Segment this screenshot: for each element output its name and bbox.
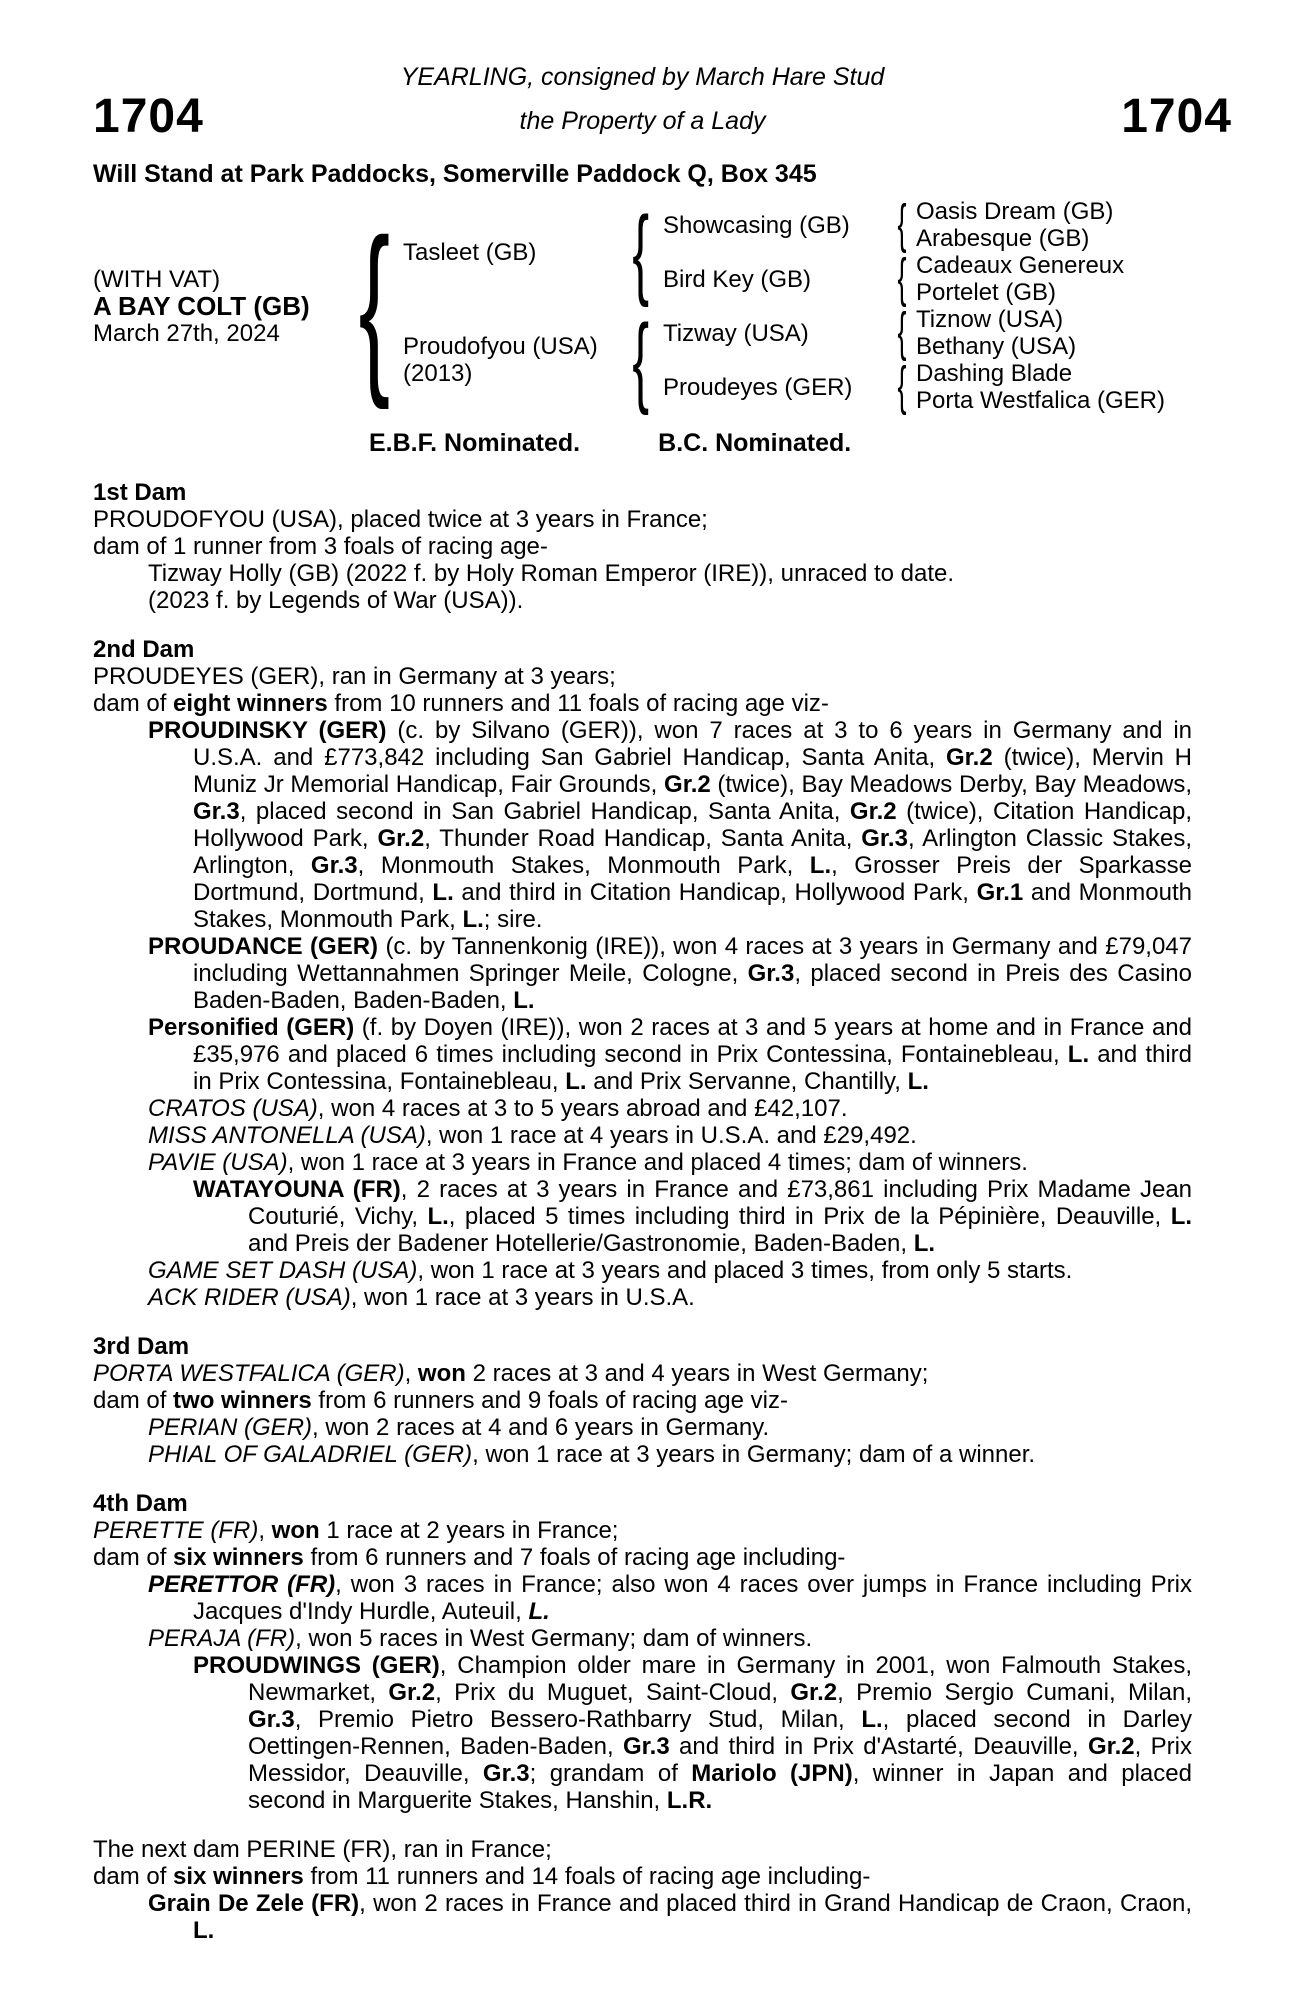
pedigree-paragraph bbox=[93, 1890, 1192, 1944]
text-segment: Gr.3 bbox=[193, 798, 240, 825]
text-segment: and third in Citation Handicap, Hollywood Park, bbox=[453, 879, 977, 906]
text-segment: , won 5 races in West Germany; dam of winners. bbox=[295, 1625, 813, 1652]
text-segment: , won 1 race at 3 years in U.S.A. bbox=[350, 1284, 695, 1311]
dam-name: Proudofyou (USA) bbox=[403, 333, 598, 360]
pedigree-paragraph bbox=[93, 1571, 1192, 1625]
pedigree-paragraph bbox=[93, 1517, 1192, 1544]
pedigree-paragraph bbox=[93, 690, 1192, 717]
ebf-nomination: E.B.F. Nominated. bbox=[369, 429, 581, 457]
dam-branch bbox=[403, 302, 1165, 417]
text-segment: dam of bbox=[93, 1387, 174, 1414]
text-segment: dam of 1 runner from 3 foals of racing age- bbox=[93, 533, 548, 560]
bc-nomination: B.C. Nominated. bbox=[658, 429, 852, 457]
pedigree-paragraph bbox=[93, 663, 1192, 690]
text-segment: Gr.2 bbox=[664, 771, 711, 798]
great-grandsire-name: Dashing Blade bbox=[916, 360, 1073, 387]
text-segment: , Prix Messidor, Deauville, bbox=[248, 1733, 1192, 1787]
text-segment: won bbox=[417, 1360, 466, 1387]
pedigree-brace-icon bbox=[888, 356, 916, 417]
text-segment: Gr.2 bbox=[946, 744, 993, 771]
brace-glyph: { bbox=[358, 200, 390, 411]
text-segment: , Premio Pietro Bessero-Rathbarry Stud, Milan, bbox=[294, 1706, 862, 1733]
text-segment: WATAYOUNA (FR) bbox=[193, 1176, 401, 1203]
text-segment: dam of bbox=[93, 1544, 174, 1571]
text-segment: six winners bbox=[173, 1544, 304, 1571]
text-segment: and third in Prix d'Astarté, Deauville, bbox=[669, 1733, 1088, 1760]
pedigree-paragraph bbox=[93, 587, 1192, 614]
lot-number-left: 1704 bbox=[93, 90, 204, 143]
text-segment: and third in Prix Contessina, Fontainebleau, bbox=[193, 1041, 1193, 1095]
sire-name: Tasleet (GB) bbox=[403, 238, 537, 266]
text-segment: 2 races at 3 and 4 years in West Germany; bbox=[465, 1360, 929, 1387]
text-segment: Personified (GER) bbox=[148, 1014, 355, 1041]
text-segment: Gr.2 bbox=[849, 798, 897, 825]
text-segment: , won 4 races at 3 to 5 years abroad and £42,107. bbox=[317, 1095, 848, 1122]
pedigree-brace-icon bbox=[618, 303, 663, 416]
pedigree-paragraph bbox=[93, 560, 1192, 587]
text-segment: (f. by Doyen (IRE)), won 2 races at 3 and 5 years at home and in France and £35,976 and placed 6 times including second in Prix Contessina, Fontainebleau, bbox=[193, 1014, 1192, 1068]
pedigree-paragraph bbox=[93, 1544, 1192, 1571]
text-segment: (twice), Bay Meadows Derby, Bay Meadows, bbox=[710, 771, 1192, 798]
great-granddam-name: Arabesque (GB) bbox=[916, 225, 1090, 252]
text-segment: , 2 races at 3 years in France and £73,861 including Prix Madame Jean Couturié, Vichy, bbox=[248, 1176, 1193, 1230]
dam-cell bbox=[403, 306, 618, 414]
brace-glyph: { bbox=[897, 194, 907, 255]
text-segment: Gr.3 bbox=[747, 960, 795, 987]
text-segment: Gr.3 bbox=[861, 825, 908, 852]
pedigree-brace-icon bbox=[888, 302, 916, 363]
text-segment: MISS ANTONELLA (USA) bbox=[148, 1122, 426, 1149]
stand-location: Will Stand at Park Paddocks, Somerville Paddock Q, Box 345 bbox=[93, 160, 817, 188]
text-segment: L.R. bbox=[666, 1787, 713, 1814]
brace-glyph: { bbox=[897, 302, 907, 363]
text-segment: GAME SET DASH (USA) bbox=[148, 1257, 418, 1284]
pedigree-tree bbox=[93, 194, 1192, 417]
pedigree-paragraph bbox=[93, 1095, 1192, 1122]
text-segment: 1 race at 2 years in France; bbox=[319, 1517, 619, 1544]
pedigree-paragraph bbox=[93, 717, 1192, 933]
text-segment: dam of bbox=[93, 690, 174, 717]
text-segment: L. bbox=[432, 879, 454, 906]
sire-dam-branch bbox=[663, 248, 1125, 309]
section-heading: 4th Dam bbox=[93, 1490, 188, 1517]
text-segment: Gr.3 bbox=[310, 852, 358, 879]
pedigree-paragraph bbox=[93, 1441, 1192, 1468]
pedigree-paragraph bbox=[93, 933, 1192, 1014]
sire-dam-name: Bird Key (GB) bbox=[663, 265, 812, 293]
sire-sire-name: Showcasing (GB) bbox=[663, 211, 850, 239]
text-segment: , Prix du Muguet, Saint-Cloud, bbox=[435, 1679, 791, 1706]
text-segment: , won 1 race at 3 years and placed 3 times, from only 5 starts. bbox=[417, 1257, 1073, 1284]
text-segment: , Champion older mare in Germany in 2001, won Falmouth Stakes, Newmarket, bbox=[248, 1652, 1192, 1706]
sire-cell bbox=[403, 198, 618, 306]
text-segment: PROUDANCE (GER) bbox=[148, 933, 379, 960]
text-segment: , Arlington Classic Stakes, Arlington, bbox=[193, 825, 1193, 879]
text-segment: , won 1 race at 3 years in France and placed 4 times; dam of winners. bbox=[287, 1149, 1028, 1176]
text-segment: Gr.3 bbox=[482, 1760, 530, 1787]
pedigree-paragraph bbox=[93, 1176, 1192, 1257]
pedigree-paragraph bbox=[93, 1625, 1192, 1652]
text-segment: Gr.2 bbox=[377, 825, 425, 852]
brace-glyph: { bbox=[632, 195, 649, 308]
text-segment: L. bbox=[565, 1068, 587, 1095]
dam-dam-name: Proudeyes (GER) bbox=[663, 373, 853, 401]
text-segment: , placed second in Preis des Casino Baden-Baden, Baden-Baden, bbox=[193, 960, 1192, 1014]
pedigree-paragraph bbox=[93, 1122, 1192, 1149]
text-segment: PROUDOFYOU (USA), placed twice at 3 years in France; bbox=[93, 506, 708, 533]
text-segment: and Prix Servanne, Chantilly, bbox=[586, 1068, 908, 1095]
text-segment: (c. by Silvano (GER)), won 7 races at 3 to 6 years in Germany and in U.S.A. and £773,842 including San Gabriel Handicap, Santa Anita, bbox=[193, 717, 1193, 771]
pedigree-paragraph bbox=[93, 1414, 1192, 1441]
text-segment: Gr.1 bbox=[976, 879, 1024, 906]
parents-column bbox=[403, 194, 1165, 417]
pedigree-paragraph bbox=[93, 1863, 1192, 1890]
text-segment: from 6 runners and 9 foals of racing age viz- bbox=[311, 1387, 788, 1414]
text-segment: L. bbox=[513, 987, 535, 1014]
pedigree-paragraph bbox=[93, 533, 1192, 560]
brace-glyph: { bbox=[632, 303, 649, 416]
text-segment: CRATOS (USA) bbox=[148, 1095, 318, 1122]
text-segment: PHIAL OF GALADRIEL (GER) bbox=[148, 1441, 473, 1468]
text-segment: PERIAN (GER) bbox=[148, 1414, 313, 1441]
text-segment: and Preis der Badener Hotellerie/Gastronomie, Baden-Baden, bbox=[248, 1230, 914, 1257]
pedigree-sections bbox=[93, 479, 1192, 1944]
nominations-row bbox=[369, 430, 1192, 457]
text-segment: L. bbox=[1170, 1203, 1193, 1230]
text-segment: Grain De Zele (FR) bbox=[148, 1890, 360, 1917]
colt-foaling-date: March 27th, 2024 bbox=[93, 319, 280, 347]
text-segment: from 11 runners and 14 foals of racing age including- bbox=[303, 1863, 871, 1890]
lot-row bbox=[93, 90, 1232, 147]
great-grandsire-name: Cadeaux Genereux bbox=[916, 252, 1125, 279]
great-grandsire-name: Tiznow (USA) bbox=[916, 306, 1064, 333]
text-segment: , bbox=[258, 1517, 272, 1544]
text-segment: L. bbox=[427, 1203, 449, 1230]
text-segment: , won 2 races in France and placed third in Grand Handicap de Craon, Craon, bbox=[359, 1890, 1192, 1917]
text-segment: , Monmouth Stakes, Monmouth Park, bbox=[357, 852, 810, 879]
text-segment: six winners bbox=[173, 1863, 304, 1890]
section-heading: 2nd Dam bbox=[93, 636, 195, 663]
text-segment: , Premio Sergio Cumani, Milan, bbox=[837, 1679, 1192, 1706]
text-segment: , placed 5 times including third in Prix de la Pépinière, Deauville, bbox=[448, 1203, 1171, 1230]
text-segment: Mariolo (JPN) bbox=[691, 1760, 853, 1787]
text-segment: , Thunder Road Handicap, Santa Anita, bbox=[424, 825, 862, 852]
text-segment: Gr.2 bbox=[1087, 1733, 1135, 1760]
pedigree-paragraph bbox=[93, 506, 1192, 533]
pedigree-paragraph bbox=[93, 1652, 1192, 1814]
text-segment: L. bbox=[809, 852, 832, 879]
text-segment: L. bbox=[907, 1068, 929, 1095]
text-segment: , placed second in Darley Oettingen-Rennen, Baden-Baden, bbox=[248, 1706, 1193, 1760]
text-segment: PROUDINSKY (GER) bbox=[148, 717, 387, 744]
text-segment: L. bbox=[861, 1706, 883, 1733]
text-segment: PAVIE (USA) bbox=[148, 1149, 288, 1176]
text-segment: , placed second in San Gabriel Handicap, Santa Anita, bbox=[239, 798, 850, 825]
text-segment: , won 1 race at 3 years in Germany; dam of a winner. bbox=[472, 1441, 1036, 1468]
text-segment: , bbox=[404, 1360, 418, 1387]
text-segment: L. bbox=[913, 1230, 936, 1257]
great-granddam-name: Portelet (GB) bbox=[916, 279, 1057, 306]
text-segment: Gr.3 bbox=[248, 1706, 295, 1733]
text-segment: Gr.2 bbox=[388, 1679, 436, 1706]
sire-sire-branch bbox=[663, 194, 1124, 255]
pedigree-brace-icon bbox=[345, 198, 403, 414]
colt-name: A BAY COLT (GB) bbox=[93, 290, 310, 321]
great-granddam-name: Bethany (USA) bbox=[916, 333, 1077, 360]
lot-number-right: 1704 bbox=[1121, 90, 1232, 143]
text-segment: (c. by Tannenkonig (IRE)), won 4 races at 3 years in Germany and £79,047 including Wettannahmen Springer Meile, Cologne, bbox=[193, 933, 1192, 987]
text-segment: L. bbox=[193, 1917, 215, 1944]
dam-year: (2013) bbox=[403, 360, 473, 387]
text-segment: dam of bbox=[93, 1863, 174, 1890]
sire-branch bbox=[403, 194, 1165, 309]
pedigree-paragraph bbox=[93, 1014, 1192, 1095]
section-heading: 3rd Dam bbox=[93, 1333, 190, 1360]
text-segment: The next dam PERINE (FR), ran in France; bbox=[93, 1836, 552, 1863]
text-segment: and Monmouth Stakes, Monmouth Park, bbox=[193, 879, 1193, 933]
text-segment: eight winners bbox=[173, 690, 328, 717]
pedigree-paragraph bbox=[93, 1257, 1192, 1284]
great-granddam-name: Porta Westfalica (GER) bbox=[916, 387, 1165, 414]
text-segment: (twice), Mervin H Muniz Jr Memorial Handicap, Fair Grounds, bbox=[193, 744, 1192, 798]
consignment-title: YEARLING, consigned by March Hare Stud bbox=[400, 63, 885, 91]
text-segment: , won 1 race at 4 years in U.S.A. and £29,492. bbox=[425, 1122, 917, 1149]
text-segment: PERETTOR (FR) bbox=[148, 1571, 336, 1598]
pedigree-brace-icon bbox=[888, 194, 916, 255]
text-segment: PERETTE (FR) bbox=[93, 1517, 259, 1544]
pedigree-paragraph bbox=[93, 1387, 1192, 1414]
text-segment: Gr.3 bbox=[622, 1733, 670, 1760]
text-segment: won bbox=[271, 1517, 320, 1544]
text-segment: L. bbox=[1067, 1041, 1090, 1068]
text-segment: , Grosser Preis der Sparkasse Dortmund, Dortmund, bbox=[193, 852, 1192, 906]
dam-dam-branch bbox=[663, 356, 1165, 417]
great-grandsire-name: Oasis Dream (GB) bbox=[916, 198, 1114, 225]
dam-sire-branch bbox=[663, 302, 1165, 363]
text-segment: two winners bbox=[173, 1387, 312, 1414]
text-segment: ACK RIDER (USA) bbox=[148, 1284, 351, 1311]
dam-sire-name: Tizway (USA) bbox=[663, 319, 809, 347]
text-segment: Gr.2 bbox=[790, 1679, 838, 1706]
text-segment: PERAJA (FR) bbox=[148, 1625, 296, 1652]
pedigree-brace-icon bbox=[618, 195, 663, 308]
property-line: the Property of a Lady bbox=[519, 107, 766, 135]
text-segment: from 6 runners and 7 foals of racing age including- bbox=[303, 1544, 846, 1571]
pedigree-paragraph bbox=[93, 1284, 1192, 1311]
text-segment: , winner in Japan and placed second in Marguerite Stakes, Hanshin, bbox=[248, 1760, 1192, 1814]
brace-glyph: { bbox=[897, 248, 907, 309]
text-segment: (2023 f. by Legends of War (USA)). bbox=[148, 587, 524, 614]
section-heading: 1st Dam bbox=[93, 479, 187, 506]
pedigree-paragraph bbox=[93, 1836, 1192, 1863]
text-segment: L. bbox=[462, 906, 484, 933]
pedigree-paragraph bbox=[93, 1149, 1192, 1176]
text-segment: L. bbox=[528, 1598, 550, 1625]
pedigree-paragraph bbox=[93, 1360, 1192, 1387]
brace-glyph: { bbox=[897, 356, 907, 417]
text-segment: PROUDWINGS (GER) bbox=[193, 1652, 440, 1679]
text-segment: ; grandam of bbox=[529, 1760, 692, 1787]
text-segment: from 10 runners and 11 foals of racing age viz- bbox=[327, 690, 829, 717]
text-segment: ; sire. bbox=[483, 906, 543, 933]
text-segment: Tizway Holly (GB) (2022 f. by Holy Roman Emperor (IRE)), unraced to date. bbox=[148, 560, 955, 587]
pedigree-brace-icon bbox=[888, 248, 916, 309]
text-segment: PORTA WESTFALICA (GER) bbox=[93, 1360, 405, 1387]
colt-info bbox=[93, 198, 345, 414]
text-segment: (twice), Citation Handicap, Hollywood Park, bbox=[193, 798, 1192, 852]
text-segment: PROUDEYES (GER), ran in Germany at 3 years; bbox=[93, 663, 616, 690]
text-segment: , won 3 races in France; also won 4 races over jumps in France including Prix Jacques d'Indy Hurdle, Auteuil, bbox=[193, 1571, 1193, 1625]
text-segment: , won 2 races at 4 and 6 years in Germany. bbox=[312, 1414, 770, 1441]
vat-note: (WITH VAT) bbox=[93, 265, 221, 293]
